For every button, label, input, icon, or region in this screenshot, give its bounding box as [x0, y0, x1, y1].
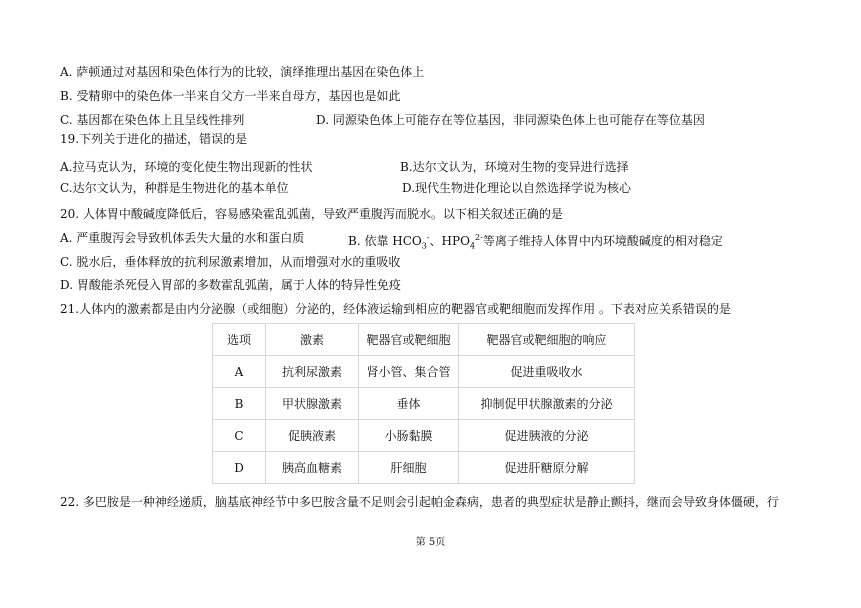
q21-stem: 21.人体内的激素都是由内分泌腺（或细胞）分泌的，经体液运输到相应的靶器官或靶细胞而发挥作用 。下表对应关系错误的是 — [60, 302, 731, 316]
table-cell: 肾小管、集合管 — [359, 356, 459, 388]
q19-option-c: C.达尔文认为，种群是生物进化的基本单位 — [60, 181, 289, 195]
table-cell: 促进肝糖原分解 — [459, 452, 635, 484]
table-cell: B — [213, 388, 266, 420]
table-cell: 甲状腺激素 — [266, 388, 359, 420]
table-cell: 胰高血糖素 — [266, 452, 359, 484]
q18-option-b: B. 受精卵中的染色体一半来自父方一半来自母方，基因也是如此 — [60, 89, 401, 103]
hormone-table — [212, 323, 635, 484]
q18-option-a: A. 萨顿通过对基因和染色体行为的比较，演绎推理出基因在染色体上 — [60, 65, 425, 79]
q22-stem: 22. 多巴胺是一种神经递质，脑基底神经节中多巴胺含量不足则会引起帕金森病，患者的典型症状是静止颤抖，继而会导致身体僵硬，行 — [60, 495, 779, 509]
q19-option-a: A.拉马克认为，环境的变化使生物出现新的性状 — [60, 160, 313, 174]
table-header-row — [213, 324, 635, 356]
table-cell: D — [213, 452, 266, 484]
table-row — [213, 420, 635, 452]
table-header-cell: 激素 — [266, 324, 359, 356]
table-cell: 抑制促甲状腺激素的分泌 — [459, 388, 635, 420]
q19-option-b: B.达尔文认为，环境对生物的变异进行选择 — [400, 160, 629, 174]
q20-option-a: A. 严重腹泻会导致机体丢失大量的水和蛋白质 — [60, 231, 305, 245]
table-cell: 促胰液素 — [266, 420, 359, 452]
table-header-cell: 选项 — [213, 324, 266, 356]
table-row — [213, 388, 635, 420]
table-cell: 促进胰液的分泌 — [459, 420, 635, 452]
table-cell: A — [213, 356, 266, 388]
table-header-cell: 靶器官或靶细胞的响应 — [459, 324, 635, 356]
table-cell: 促进重吸收水 — [459, 356, 635, 388]
q20-option-b: B. 依靠 $HCO_3^-$、$HPO_4^{2-}$等离子维持人体胃中内环境酸碱度的相对稳定 — [348, 233, 723, 251]
table-row — [213, 356, 635, 388]
table-cell: C — [213, 420, 266, 452]
q20-stem: 20. 人体胃中酸碱度降低后，容易感染霍乱弧菌，导致严重腹泻而脱水。以下相关叙述正确的是 — [60, 207, 563, 221]
q20-option-d: D. 胃酸能杀死侵入胃部的多数霍乱弧菌，属于人体的特异性免疫 — [60, 278, 401, 292]
q18-option-d: D. 同源染色体上可能存在等位基因，非同源染色体上也可能存在等位基因 — [316, 113, 705, 127]
page-number: 第 5页 — [415, 537, 446, 548]
table-cell: 肝细胞 — [359, 452, 459, 484]
q19-option-d: D.现代生物进化理论以自然选择学说为核心 — [402, 181, 632, 195]
table-header-cell: 靶器官或靶细胞 — [359, 324, 459, 356]
table-cell: 垂体 — [359, 388, 459, 420]
q19-stem: 19.下列关于进化的描述，错误的是 — [60, 132, 248, 146]
q18-option-c: C. 基因都在染色体上且呈线性排列 — [60, 113, 245, 127]
q20-option-c: C. 脱水后，垂体释放的抗利尿激素增加，从而增强对水的重吸收 — [60, 255, 401, 269]
table-row — [213, 452, 635, 484]
table-cell: 小肠黏膜 — [359, 420, 459, 452]
table-cell: 抗利尿激素 — [266, 356, 359, 388]
